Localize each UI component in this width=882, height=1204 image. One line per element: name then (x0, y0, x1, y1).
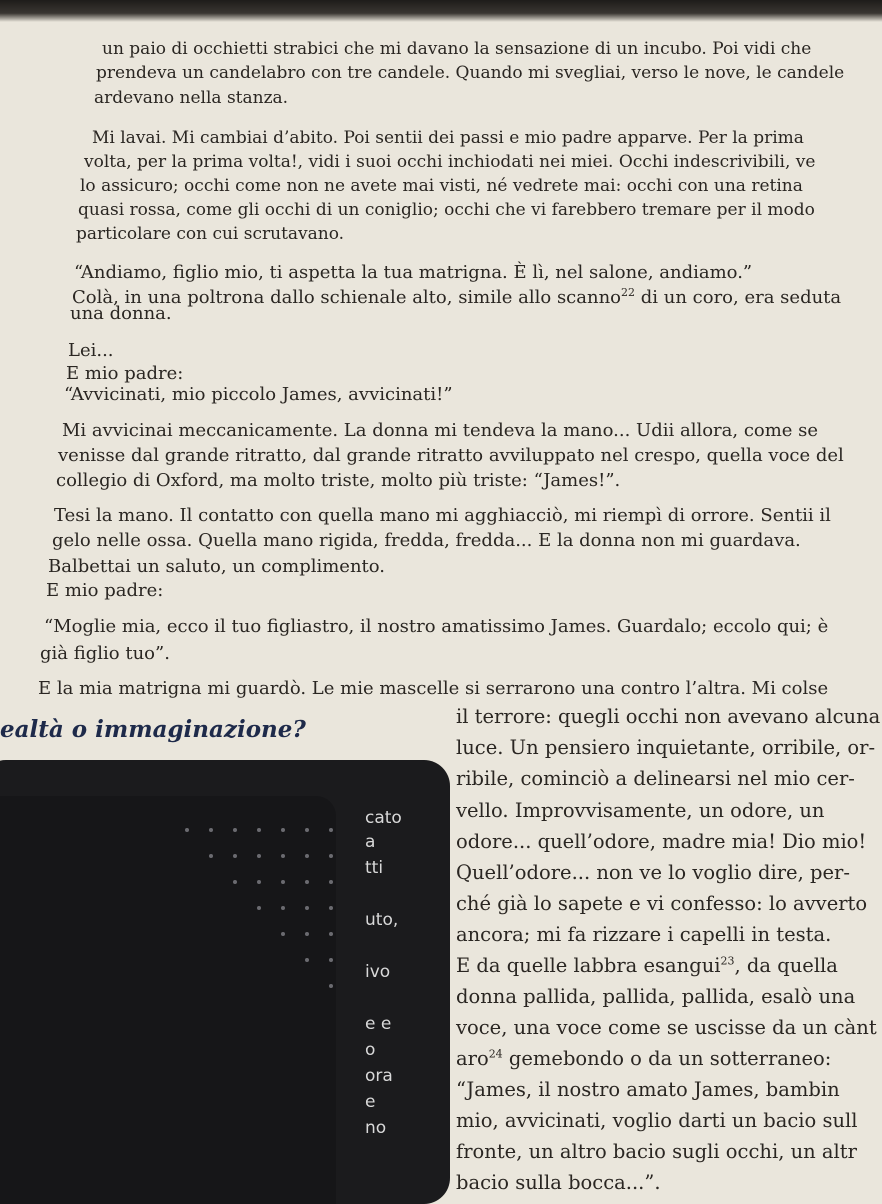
dot (305, 854, 309, 858)
dot (305, 958, 309, 962)
dot (233, 880, 237, 884)
text-line: donna pallida, pallida, pallida, esalò una (456, 985, 856, 1008)
dot (257, 906, 261, 910)
dot (209, 828, 213, 832)
text-line: E la mia matrigna mi guardò. Le mie mascelle si serrarono una contro l’altra. Mi colse (38, 678, 829, 699)
text-segment: di un coro, era seduta (635, 287, 842, 308)
text-line: mio, avvicinati, voglio darti un bacio sull (456, 1109, 858, 1132)
text-segment: Colà, in una poltrona dallo schienale alto, simile allo scanno (72, 287, 622, 308)
box-text-fragment: ora (365, 1066, 393, 1086)
text-line: “Avvicinati, mio piccolo James, avvicinati!” (64, 384, 453, 405)
text-line: “James, il nostro amato James, bambin (456, 1078, 840, 1101)
box-text-fragment: tti (365, 858, 384, 878)
footnote-marker: 22 (621, 286, 636, 299)
dot (185, 828, 189, 832)
dot (281, 906, 285, 910)
text-line: Lei... (68, 340, 114, 361)
text-line: quasi rossa, come gli occhi di un coniglio; occhi che vi farebbero tremare per il modo (78, 200, 815, 220)
dot (305, 906, 309, 910)
box-text-fragment: no (365, 1118, 387, 1138)
dot (233, 854, 237, 858)
text-line: Mi lavai. Mi cambiai d’abito. Poi sentii dei passi e mio padre apparve. Per la prima (92, 128, 804, 148)
text-line: vello. Improvvisamente, un odore, un (456, 799, 825, 822)
text-line (456, 955, 838, 977)
box-text-fragment: o (365, 1040, 376, 1060)
text-line: voce, una voce come se uscisse da un cànt (456, 1016, 877, 1039)
dot (233, 828, 237, 832)
text-line: particolare con cui scrutavano. (76, 224, 345, 244)
text-line: venisse dal grande ritratto, dal grande ritratto avviluppato nel crespo, quella voce del (58, 445, 844, 466)
dot (281, 854, 285, 858)
footnote-marker: 24 (488, 1047, 503, 1061)
dot (305, 932, 309, 936)
dot (257, 880, 261, 884)
text-segment: gemebondo o da un sotterraneo: (502, 1047, 832, 1070)
text-line: prendeva un candelabro con tre candele. Quando mi svegliai, verso le nove, le candele (96, 63, 845, 83)
text-line (72, 287, 841, 309)
text-line: ancora; mi fa rizzare i capelli in testa. (456, 923, 832, 946)
text-line: fronte, un altro bacio sugli occhi, un altr (456, 1140, 857, 1163)
dot (329, 880, 333, 884)
text-line: gelo nelle ossa. Quella mano rigida, fredda, fredda... E la donna non mi guardava. (52, 530, 801, 551)
text-line: Balbettai un saluto, un complimento. (48, 556, 386, 577)
text-line: luce. Un pensiero inquietante, orribile, or- (456, 736, 876, 759)
text-line: Tesi la mano. Il contatto con quella mano mi agghiacciò, mi riempì di orrore. Sentii il (54, 505, 831, 526)
text-segment: E da quelle labbra esangui (456, 954, 721, 977)
text-line: lo assicuro; occhi come non ne avete mai visti, né vedrete mai: occhi con una retina (80, 176, 803, 196)
text-line: E mio padre: (66, 363, 184, 384)
text-line: E mio padre: (46, 580, 164, 601)
text-line: “Moglie mia, ecco il tuo figliastro, il nostro amatissimo James. Guardalo; eccolo qui; è (44, 616, 829, 637)
dot (329, 984, 333, 988)
box-text-fragment: cato (365, 808, 402, 828)
page-top-shadow (0, 0, 882, 22)
dot (329, 906, 333, 910)
text-segment: aro (456, 1047, 489, 1070)
text-line: già figlio tuo”. (40, 643, 170, 664)
dot (257, 828, 261, 832)
text-segment: , da quella (734, 954, 838, 977)
text-line: Quell’odore... non ve lo voglio dire, per- (456, 861, 850, 884)
dot (305, 828, 309, 832)
text-line: il terrore: quegli occhi non avevano alcuna (456, 705, 881, 728)
text-line: ché già lo sapete e vi confesso: lo avverto (456, 892, 868, 915)
dot (329, 958, 333, 962)
sidebar-box-title: ealtà o immaginazione? (0, 716, 306, 743)
text-line: un paio di occhietti strabici che mi davano la sensazione di un incubo. Poi vidi che (102, 39, 812, 59)
dot (329, 932, 333, 936)
dot (257, 854, 261, 858)
dot (281, 828, 285, 832)
text-line: una donna. (70, 303, 172, 324)
dot (281, 932, 285, 936)
box-text-fragment: a (365, 832, 376, 852)
text-line: bacio sulla bocca...”. (456, 1171, 661, 1194)
text-line: odore... quell’odore, madre mia! Dio mio! (456, 830, 867, 853)
dot (329, 828, 333, 832)
text-line: collegio di Oxford, ma molto triste, molto più triste: “James!”. (56, 470, 621, 491)
footnote-marker: 23 (720, 954, 735, 968)
text-line: ribile, cominciò a delinearsi nel mio cer- (456, 767, 855, 790)
box-text-fragment: e (365, 1092, 376, 1112)
text-line: “Andiamo, figlio mio, ti aspetta la tua matrigna. È lì, nel salone, andiamo.” (74, 262, 753, 283)
box-text-fragment: uto, (365, 910, 399, 930)
box-text-fragment: ivo (365, 962, 391, 982)
dot (329, 854, 333, 858)
text-line (456, 1048, 831, 1070)
screen-panel (0, 796, 336, 1204)
text-line: Mi avvicinai meccanicamente. La donna mi tendeva la mano... Udii allora, come se (62, 420, 819, 441)
text-line: ardevano nella stanza. (94, 88, 289, 108)
text-line: volta, per la prima volta!, vidi i suoi occhi inchiodati nei miei. Occhi indescrivibili, ve (84, 152, 816, 172)
dot (281, 880, 285, 884)
dot (209, 854, 213, 858)
box-text-fragment: e e (365, 1014, 392, 1034)
dot (305, 880, 309, 884)
